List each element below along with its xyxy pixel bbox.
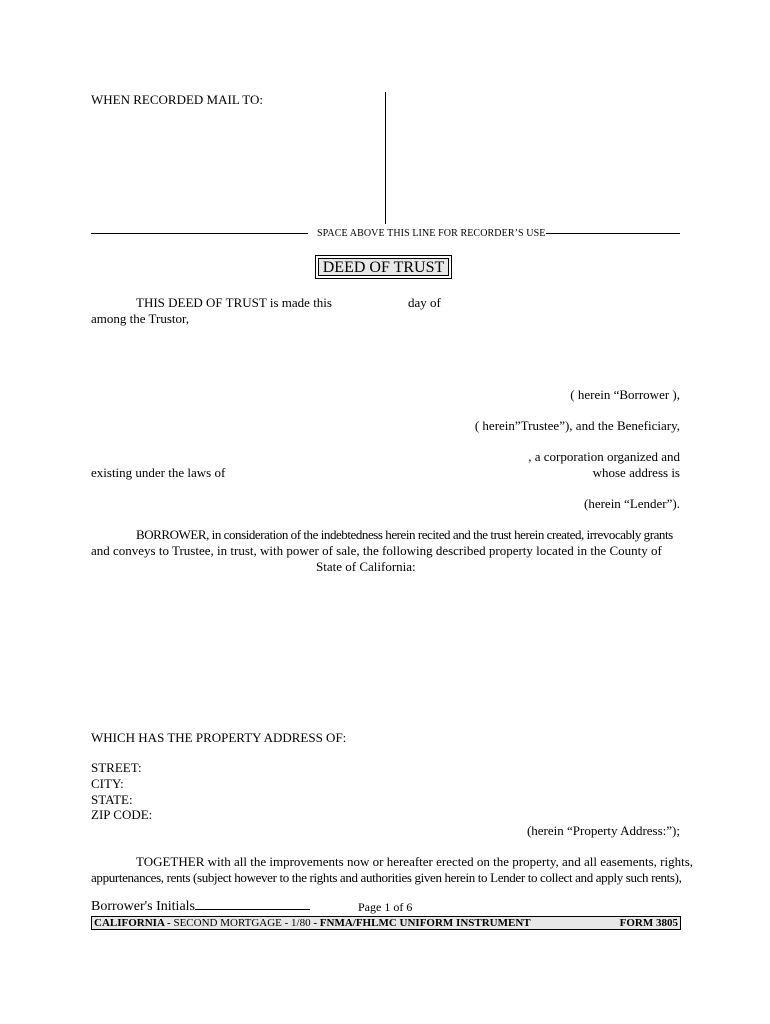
street-label: STREET: [91,760,142,775]
property-address-definition: (herein “Property Address:”); [526,823,680,838]
state-label: STATE: [91,792,133,807]
state-of-california-text: State of California: [316,559,416,574]
footer-mortgage-desc: SECOND MORTGAGE - 1/80 [173,917,311,929]
borrower-initials-line[interactable] [195,897,310,910]
property-address-heading: WHICH HAS THE PROPERTY ADDRESS OF: [91,730,347,745]
whose-address-text: whose address is [592,465,680,480]
footer-sep2: - [310,917,320,929]
corporation-text: , a corporation organized and [528,449,680,464]
city-label: CITY: [91,776,124,791]
page-number: Page 1 of 6 [358,900,413,914]
recorder-use-label: SPACE ABOVE THIS LINE FOR RECORDER’S USE [317,228,546,239]
borrower-initials-label [91,897,310,915]
footer-state: CALIFORNIA [94,917,165,929]
form-number: FORM 3805 [619,917,678,929]
borrower-definition: ( herein “Borrower ), [570,387,680,402]
borrower-initials-text: Borrower's Initials [91,899,196,914]
made-this-text: THIS DEED OF TRUST is made this [136,295,332,310]
mail-to-label: WHEN RECORDED MAIL TO: [91,92,264,107]
recorder-rule-right [546,233,680,234]
zip-code-label: ZIP CODE: [91,807,153,822]
footer-sep1: - [164,917,174,929]
existing-under-text: existing under the laws of [91,465,226,480]
recorder-rule-left [91,233,308,234]
among-trustor-text: among the Trustor, [91,311,190,326]
form-footer-bar [91,916,681,930]
document-title: DEED OF TRUST [318,258,449,276]
borrower-grant-line2: and conveys to Trustee, in trust, with power of sale, the following described property located in the County of [91,543,662,558]
recorder-divider-vertical [385,92,386,224]
lender-definition: (herein “Lender”). [584,496,680,511]
form-footer-description [94,917,531,929]
day-of-text: day of [408,295,441,310]
footer-instrument: FNMA/FHLMC UNIFORM INSTRUMENT [319,917,531,929]
document-title-box [315,255,452,279]
trustee-definition: ( herein”Trustee”), and the Beneficiary, [474,418,680,433]
together-line1: TOGETHER with all the improvements now or hereafter erected on the property, and all easements, rights, [136,854,694,869]
borrower-grant-line1: BORROWER, in consideration of the indebtedness herein recited and the trust herein created, irrevocably grants [136,527,673,542]
together-line2: appurtenances, rents (subject however to the rights and authorities given herein to Lender to collect and apply such rents), [91,870,682,885]
